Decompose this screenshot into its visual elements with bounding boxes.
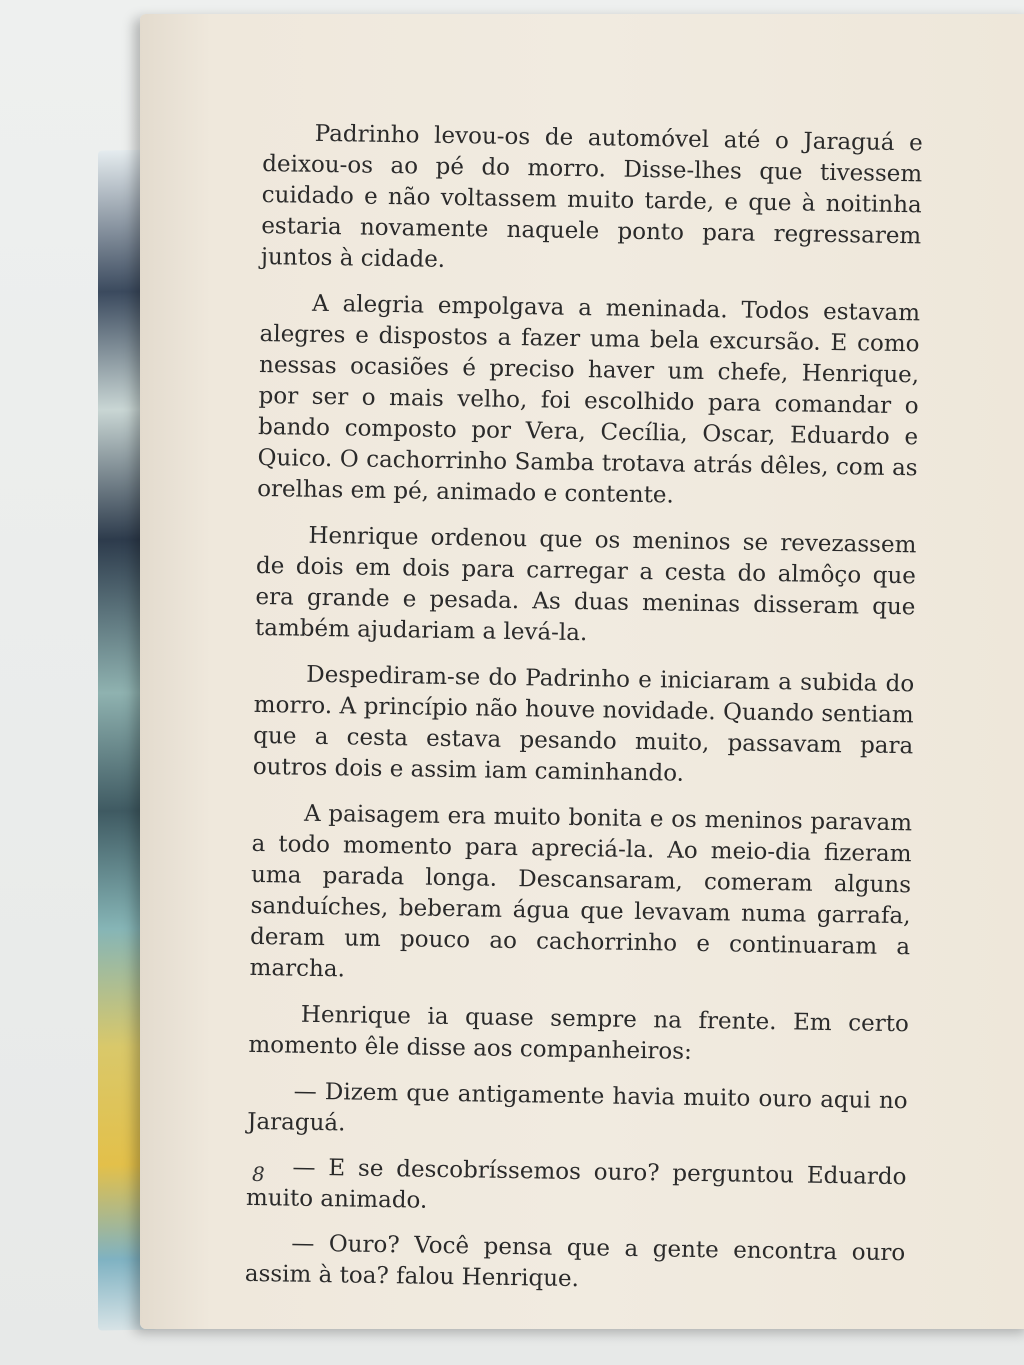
paragraph-6: Henrique ia quase sempre na frente. Em certo momento êle disse aos companheiros:	[248, 1001, 910, 1065]
dialog-line-3: — Ouro? Você pensa que a gente encontra ouro assim à toa? falou Henrique.	[244, 1230, 906, 1293]
page-text	[244, 118, 923, 1314]
dialog-line-1: — Dizem que antigamente havia muito ouro aqui no Jaraguá.	[247, 1078, 908, 1137]
paragraph-1: Padrinho levou-os de automóvel até o Jaraguá e deixou-os ao pé do morro. Disse-lhes que tivessem cuidado e não voltassem muito tarde, e que à noitinha estaria novamente naquele ponto para regressarem juntos à cidade.	[260, 120, 923, 273]
paragraph-2: A alegria empolgava a meninada. Todos estavam alegres e dispostos a fazer uma bela excursão. E como nessas ocasiões é preciso haver um chefe, Henrique, por ser o mais velho, foi escolhido para comandar o bando composto por Vera, Cecília, Oscar, Eduardo e Quico. O cachorrinho Samba trotava atrás dêles, com as orelhas em pé, animado e contente.	[256, 290, 921, 509]
paragraph-5: A paisagem era muito bonita e os meninos paravam a todo momento para apreciá-la. Ao meio-dia fizeram uma parada longa. Descansaram, comeram alguns sanduíches, beberam água que levavam numa garrafa, deram um pouco ao cachorrinho e continuaram a marcha.	[249, 800, 913, 983]
page-number: 8	[252, 1162, 265, 1186]
dialog-line-2: — E se descobríssemos ouro? perguntou Eduardo muito animado.	[245, 1154, 907, 1214]
paragraph-3: Henrique ordenou que os meninos se revezassem de dois em dois para carregar a cesta do almôço que era grande e pesada. As duas meninas disseram que também ajudariam a levá-la.	[254, 522, 917, 647]
paragraph-4: Despediram-se do Padrinho e iniciaram a subida do morro. A princípio não houve novidade. Quando sentiam que a cesta estava pesando muito, passavam para outros dois e assim iam caminhando.	[252, 661, 915, 787]
